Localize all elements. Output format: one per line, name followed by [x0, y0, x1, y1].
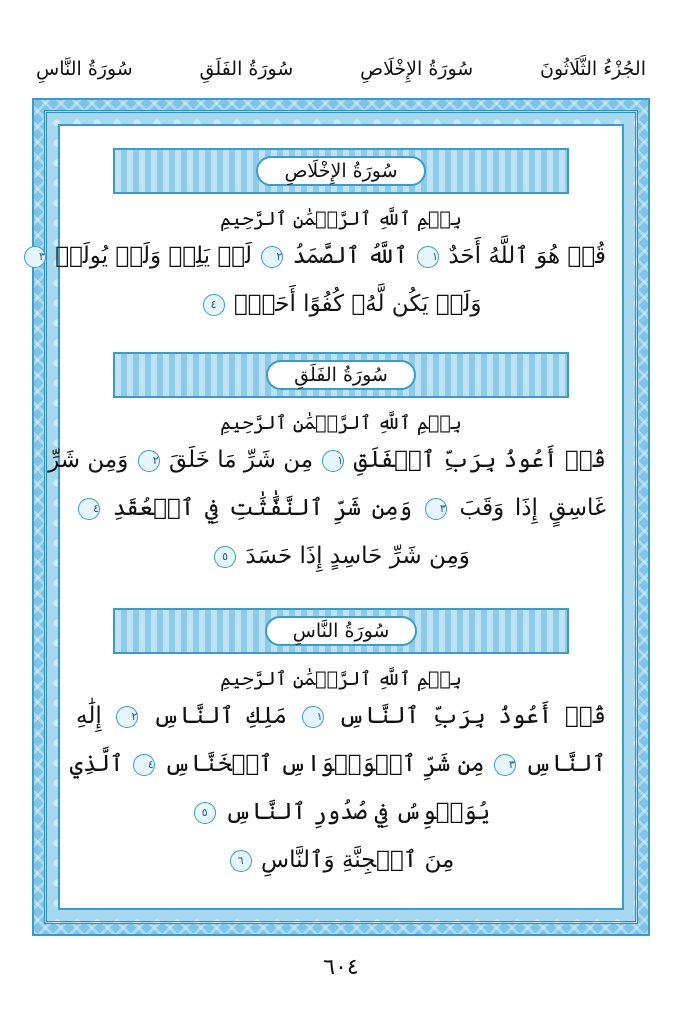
- surah-nas: [60, 608, 622, 884]
- ayah-line: [60, 280, 622, 328]
- ayah-number-marker: ٥: [194, 802, 216, 824]
- verse-text: مِن شَرِّ ٱلۡوَسۡوَاسِ ٱلۡخَنَّاسِ: [164, 751, 485, 777]
- verse-text: مِنَ ٱلۡجِنَّةِ وَٱلنَّاسِ: [261, 847, 455, 873]
- juz-label: الجُزْءُ الثَّلَاثُونَ: [540, 58, 646, 80]
- surah-title-banner: [113, 352, 569, 398]
- ayah-line: [60, 788, 622, 836]
- basmala: بِسۡمِ ٱللَّهِ ٱلرَّحۡمَٰنِ ٱلرَّحِيمِ: [220, 668, 462, 690]
- ayah-number-marker: ١: [417, 246, 439, 268]
- surah-title-banner: [113, 148, 569, 194]
- verse-text: يُوَسۡوِسُ فِي صُدُورِ ٱلنَّاسِ: [225, 799, 491, 825]
- verse-text: وَمِن شَرِّ حَاسِدٍ إِذَا حَسَدَ: [245, 543, 470, 569]
- ayah-number-marker: ٣: [24, 246, 46, 268]
- header-surah-ikhlas: سُورَةُ الإِخْلَاصِ: [360, 58, 474, 80]
- verse-text: مِن شَرِّ مَا خَلَقَ: [168, 447, 314, 473]
- verse-text: إِلَٰهِ: [76, 703, 102, 729]
- ayah-line: [60, 836, 622, 884]
- ayah-number-marker: ١: [302, 706, 324, 728]
- page-number: ٦٠٤: [323, 955, 359, 980]
- verse-text: غَاسِقٍ إِذَا وَقَبَ: [459, 495, 607, 521]
- ornamental-frame: [32, 98, 650, 936]
- verse-text: قُلۡ أَعُوذُ بِرَبِّ ٱلۡفَلَقِ: [353, 447, 606, 473]
- ayah-number-marker: ٢: [138, 450, 160, 472]
- ayah-number-marker: ١: [322, 450, 344, 472]
- verse-text: ٱللَّهُ ٱلصَّمَدُ: [292, 243, 408, 269]
- verse-text: قُلۡ أَعُوذُ بِرَبِّ ٱلنَّاسِ: [338, 703, 607, 729]
- surah-ikhlas: [38, 148, 622, 328]
- text-panel: [38, 124, 624, 910]
- ayah-number-marker: ٣: [425, 498, 447, 520]
- ayah-line: [60, 740, 622, 788]
- surah-title: سُورَةُ النَّاسِ: [265, 616, 418, 646]
- ayah-line: [60, 532, 622, 580]
- verse-text: قُلۡ هُوَ ٱللَّهُ أَحَدٌ: [448, 243, 606, 269]
- verse-text: وَمِن شَرِّ: [48, 447, 129, 473]
- surah-title: سُورَةُ الفَلَقِ: [266, 360, 416, 390]
- ayah-number-marker: ٤: [203, 294, 225, 316]
- verse-text: ٱلَّذِي: [69, 751, 124, 777]
- ayah-number-marker: ٢: [116, 706, 138, 728]
- ayah-line: [60, 692, 622, 740]
- surah-falaq: [48, 352, 622, 580]
- verse-text: مَلِكِ ٱلنَّاسِ: [153, 703, 287, 729]
- page-header: [36, 52, 646, 86]
- ayah-line: [48, 436, 622, 484]
- header-surah-falaq: سُورَةُ الفَلَقِ: [199, 58, 294, 80]
- ayah-number-marker: ٤: [78, 498, 100, 520]
- ayah-number-marker: ٥: [214, 546, 236, 568]
- verse-text: ٱلنَّاسِ: [525, 751, 606, 777]
- verse-text: لَمۡ يَلِدۡ وَلَمۡ يُولَدۡ: [55, 243, 252, 269]
- ayah-number-marker: ٤: [133, 754, 155, 776]
- basmala: بِسۡمِ ٱللَّهِ ٱلرَّحۡمَٰنِ ٱلرَّحِيمِ: [220, 208, 462, 230]
- ayah-line: [60, 484, 622, 532]
- verse-text: وَمِن شَرِّ ٱلنَّفَّٰثَٰتِ فِي ٱلۡعُقَدِ: [112, 495, 413, 521]
- ayah-number-marker: ٦: [230, 850, 252, 872]
- basmala: بِسۡمِ ٱللَّهِ ٱلرَّحۡمَٰنِ ٱلرَّحِيمِ: [220, 412, 462, 434]
- surah-title-banner: [113, 608, 569, 654]
- ayah-number-marker: ٣: [494, 754, 516, 776]
- surah-title: سُورَةُ الإِخْلَاصِ: [256, 156, 425, 186]
- verse-text: وَلَمۡ يَكُن لَّهُۥ كُفُوًا أَحَدُۢ: [233, 291, 482, 317]
- ayah-line: [38, 232, 622, 280]
- header-surah-nas: سُورَةُ النَّاسِ: [36, 58, 133, 80]
- ayah-number-marker: ٢: [261, 246, 283, 268]
